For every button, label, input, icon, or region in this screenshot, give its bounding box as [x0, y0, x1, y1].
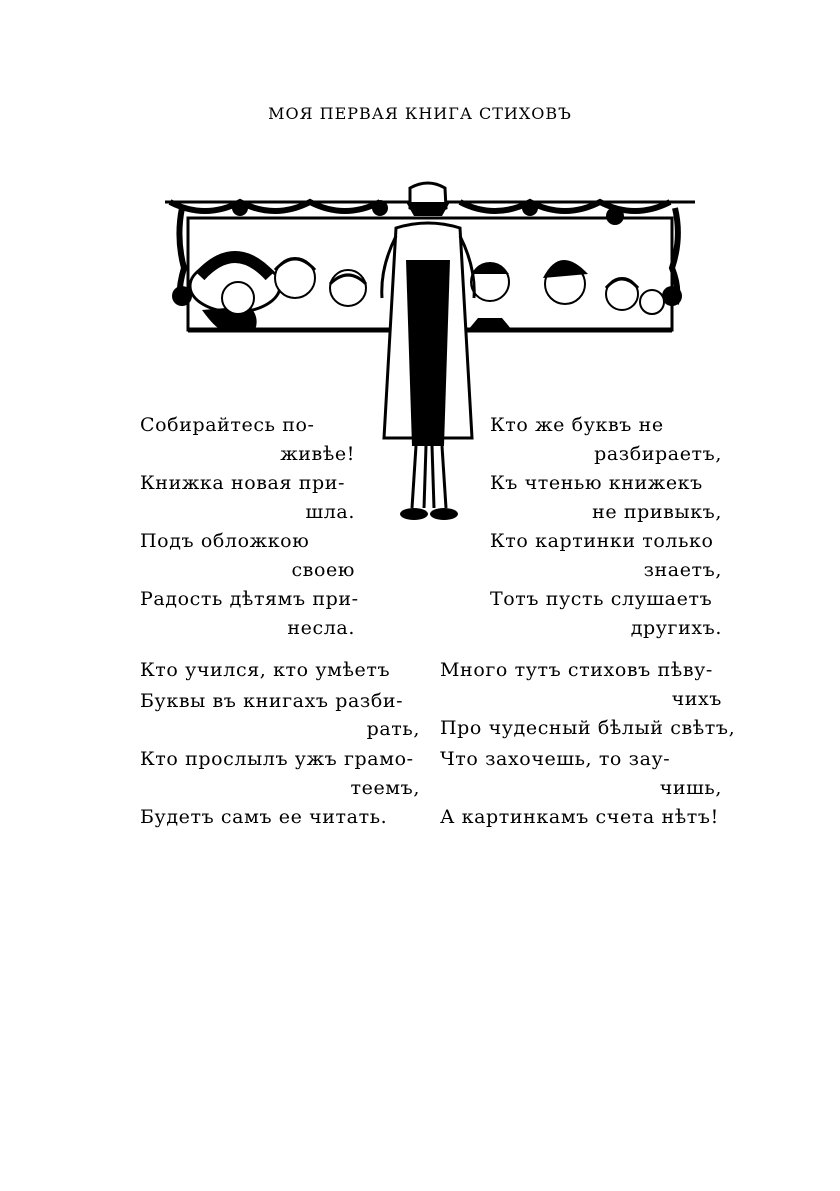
poem-line: Кто учился, кто умѣетъ	[140, 659, 391, 681]
poem-line: Будетъ самъ ее читать.	[140, 806, 388, 828]
poem-line: Радость дѣтямъ при-	[140, 588, 359, 610]
poem-line: своею	[291, 559, 355, 581]
poem-line: Подъ обложкою	[140, 530, 310, 552]
poem-line: Что захочешь, то зау-	[440, 748, 671, 770]
poem-line: рать,	[366, 718, 420, 740]
poem-line: разбираетъ,	[594, 443, 722, 465]
poem-line: знаетъ,	[643, 559, 722, 581]
poem-line: не привыкъ,	[592, 501, 722, 523]
poem-line: другихъ.	[630, 617, 722, 639]
poem-line: Кто прослылъ ужъ грамо-	[140, 748, 414, 770]
poem-line: чишь,	[659, 777, 722, 799]
page-title: МОЯ ПЕРВАЯ КНИГА СТИХОВЪ	[268, 104, 572, 123]
poem-line: Много тутъ стиховъ пѣву-	[440, 659, 713, 681]
poem-line: теемъ,	[350, 777, 420, 799]
poem-line: Кто же буквъ не	[490, 414, 664, 436]
poem-line: Тотъ пусть слушаетъ	[490, 588, 713, 610]
poem-line: Собирайтесь по-	[140, 414, 315, 436]
poem-line: Про чудесный бѣлый свѣтъ,	[440, 717, 736, 739]
poem-line: живѣе!	[280, 443, 355, 465]
poem-line: Къ чтенью книжекъ	[490, 472, 703, 494]
poem-line: А картинкамъ счета нѣтъ!	[440, 806, 719, 828]
poem-line: Кто картинки только	[490, 530, 714, 552]
poem-line: несла.	[287, 617, 355, 639]
poem-line: шла.	[305, 501, 355, 523]
poem-line: Книжка новая при-	[140, 472, 346, 494]
poem-line: чихъ	[671, 688, 722, 710]
poem-line: Буквы въ книгахъ разби-	[140, 690, 404, 712]
